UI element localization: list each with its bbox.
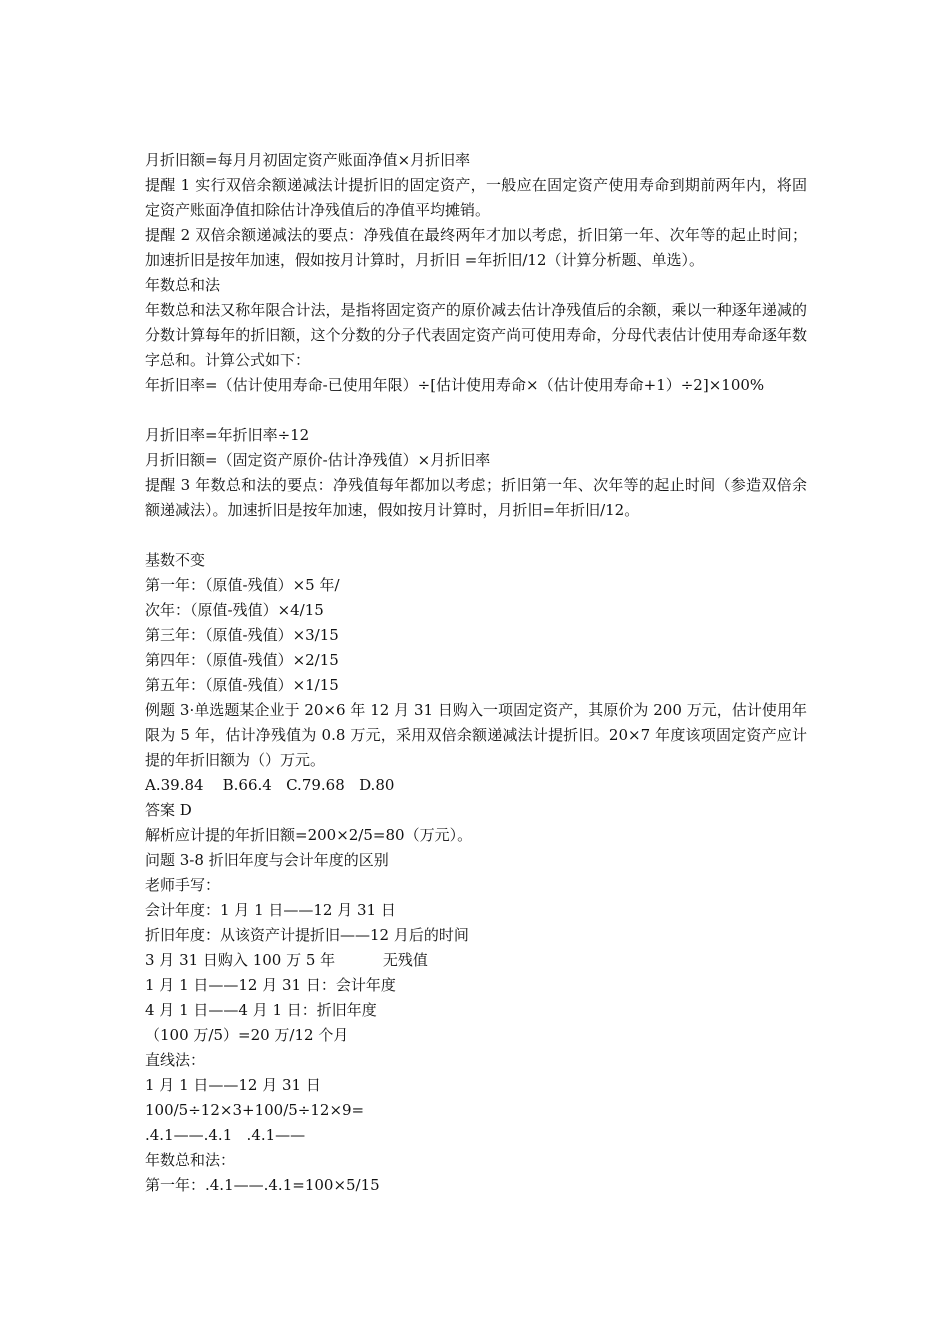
document-body — [145, 148, 807, 1198]
teacher-handwriting-label: 老师手写： — [145, 876, 221, 894]
blank-line — [145, 398, 807, 423]
formula-monthly-rate: 月折旧率=年折旧率÷12 — [145, 426, 310, 444]
year-2-line: 次年：（原值-残值）×4/15 — [145, 601, 324, 619]
formula-monthly-amount: 月折旧额=（固定资产原价-估计净残值）×月折旧率 — [145, 451, 491, 469]
answer-line: 答案 D — [145, 801, 192, 819]
year-4-line: 第四年：（原值-残值）×2/15 — [145, 651, 339, 669]
example-3-options: A.39.84 B.66.4 C.79.68 D.80 — [145, 776, 395, 794]
sum-of-years-label: 年数总和法： — [145, 1151, 236, 1169]
formula-annual-rate: 年折旧率=（估计使用寿命-已使用年限）÷[估计使用寿命×（估计使用寿命+1）÷2]×100% — [145, 376, 765, 394]
example-3-question: 例题 3·单选题某企业于 20×6 年 12 月 31 日购入一项固定资产，其原价为 200 万元，估计使用年限为 5 年，估计净残值为 0.8 万元，采用双倍余额递减法计提折旧。20×7 年度该项固定资产应计提的年折旧额为（）万元。 — [145, 701, 807, 769]
blank-line — [145, 523, 807, 548]
sum-of-years-definition-paragraph: 年数总和法又称年限合计法，是指将固定资产的原价减去估计净残值后的余额，乘以一种逐年递减的分数计算每年的折旧额，这个分数的分子代表固定资产尚可使用寿命，分母代表估计使用寿命逐年数字总和。计算公式如下： — [145, 301, 807, 369]
reminder-1-paragraph: 提醒 1 实行双倍余额递减法计提折旧的固定资产，一般应在固定资产使用寿命到期前两年内，将固定资产账面净值扣除估计净残值后的净值平均摊销。 — [145, 176, 807, 219]
straight-line-range: 1 月 1 日——12 月 31 日 — [145, 1076, 321, 1094]
accounting-year-range-line: 1 月 1 日——12 月 31 日：会计年度 — [145, 976, 396, 994]
monthly-amount-calc-line: （100 万/5）=20 万/12 个月 — [145, 1026, 349, 1044]
accounting-year-line: 会计年度：1 月 1 日——12 月 31 日 — [145, 901, 396, 919]
question-3-8-heading: 问题 3-8 折旧年度与会计年度的区别 — [145, 851, 389, 869]
date-range-line: .4.1——.4.1 .4.1—— — [145, 1126, 306, 1144]
purchase-note-line: 3 月 31 日购入 100 万 5 年 无残值 — [145, 951, 428, 969]
year-3-line: 第三年：（原值-残值）×3/15 — [145, 626, 339, 644]
year-5-line: 第五年：（原值-残值）×1/15 — [145, 676, 339, 694]
reminder-3-paragraph: 提醒 3 年数总和法的要点：净残值每年都加以考虑；折旧第一年、次年等的起止时间（参造双倍余额递减法）。加速折旧是按年加速，假如按月计算时，月折旧=年折旧/12。 — [145, 476, 807, 519]
analysis-line: 解析应计提的年折旧额=200×2/5=80（万元）。 — [145, 826, 473, 844]
section-heading-sum-of-years: 年数总和法 — [145, 276, 221, 294]
straight-line-label: 直线法： — [145, 1051, 206, 1069]
note-base-unchanged: 基数不变 — [145, 551, 206, 569]
depreciation-year-range-line: 4 月 1 日——4 月 1 日：折旧年度 — [145, 1001, 377, 1019]
year-1-line: 第一年：（原值-残值）×5 年/ — [145, 576, 340, 594]
sum-of-years-first-year: 第一年：.4.1——.4.1=100×5/15 — [145, 1176, 380, 1194]
straight-line-calc: 100/5÷12×3+100/5÷12×9= — [145, 1101, 365, 1119]
reminder-2-paragraph: 提醒 2 双倍余额递减法的要点：净残值在最终两年才加以考虑，折旧第一年、次年等的起止时间；加速折旧是按年加速，假如按月计算时，月折旧 =年折旧/12（计算分析题、单选）。 — [145, 226, 807, 269]
formula-monthly-depreciation-ddb: 月折旧额=每月月初固定资产账面净值×月折旧率 — [145, 151, 471, 169]
depreciation-year-line: 折旧年度：从该资产计提折旧——12 月后的时间 — [145, 926, 469, 944]
